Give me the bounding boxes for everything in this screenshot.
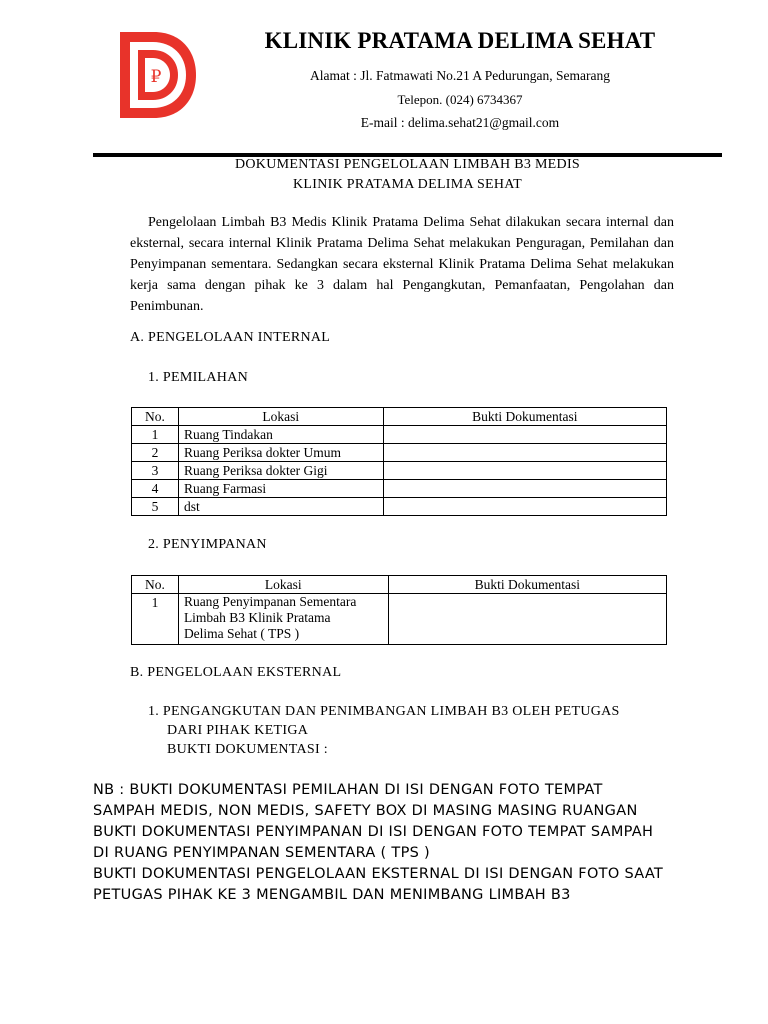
table-row: [132, 480, 667, 498]
clinic-name: KLINIK PRATAMA DELIMA SEHAT: [264, 28, 656, 53]
note-line: SAMPAH MEDIS, NON MEDIS, SAFETY BOX DI MASING MASING RUANGAN: [93, 803, 638, 819]
document-title: DOKUMENTASI PENGELOLAAN LIMBAH B3 MEDIS: [234, 157, 580, 172]
cell-bukti: [383, 444, 666, 462]
section-a2-title: 2. PENYIMPANAN: [148, 537, 267, 552]
section-a1-title: 1. PEMILAHAN: [148, 370, 249, 385]
column-header-lokasi: Lokasi: [178, 576, 388, 594]
column-header-bukti: Bukti Dokumentasi: [388, 576, 666, 594]
cell-bukti: [383, 462, 666, 480]
cell-bukti: [383, 426, 666, 444]
cell-lokasi: Ruang Farmasi: [178, 480, 383, 498]
table-row: [132, 498, 667, 516]
cell-lokasi: Ruang Periksa dokter Umum: [178, 444, 383, 462]
cell-no: 1: [132, 594, 179, 645]
cell-no: 3: [132, 462, 179, 480]
clinic-logo: [118, 30, 198, 120]
cell-lokasi: [178, 594, 388, 645]
pemilahan-table: [131, 407, 667, 516]
cell-lokasi-line: Delima Sehat ( TPS ): [183, 626, 300, 641]
svg-text:₽: ₽: [150, 67, 162, 87]
column-header-bukti: Bukti Dokumentasi: [383, 408, 666, 426]
column-header-no: No.: [132, 576, 179, 594]
table-row: [132, 594, 667, 645]
document-subtitle: KLINIK PRATAMA DELIMA SEHAT: [292, 177, 523, 192]
cell-no: 1: [132, 426, 179, 444]
section-a-title: A. PENGELOLAAN INTERNAL: [130, 330, 331, 345]
note-line: PETUGAS PIHAK KE 3 MENGAMBIL DAN MENIMBANG LIMBAH B3: [93, 887, 571, 903]
section-b1-line2: DARI PIHAK KETIGA: [167, 723, 309, 738]
cell-bukti: [383, 498, 666, 516]
clinic-phone: Telepon. (024) 6734367: [397, 92, 523, 107]
section-b-title: B. PENGELOLAAN EKSTERNAL: [130, 665, 342, 680]
cell-bukti: [383, 480, 666, 498]
table-header-row: [132, 408, 667, 426]
penyimpanan-table: [131, 575, 667, 645]
table-header-row: [132, 576, 667, 594]
table-row: [132, 462, 667, 480]
note-line: NB : BUKTI DOKUMENTASI PEMILAHAN DI ISI DENGAN FOTO TEMPAT: [93, 782, 603, 798]
cell-lokasi-line: Ruang Penyimpanan Sementara: [183, 594, 357, 609]
column-header-no: No.: [132, 408, 179, 426]
section-b1-line3: BUKTI DOKUMENTASI :: [167, 742, 328, 757]
note-block: [93, 780, 733, 906]
note-line: BUKTI DOKUMENTASI PENYIMPANAN DI ISI DENGAN FOTO TEMPAT SAMPAH: [93, 824, 654, 840]
cell-no: 5: [132, 498, 179, 516]
cell-lokasi: Ruang Tindakan: [178, 426, 383, 444]
column-header-lokasi: Lokasi: [178, 408, 383, 426]
cell-no: 2: [132, 444, 179, 462]
cell-lokasi-line: Limbah B3 Klinik Pratama: [183, 610, 331, 625]
clinic-address: Alamat : Jl. Fatmawati No.21 A Pedurungan, Semarang: [310, 68, 610, 83]
clinic-email: E-mail : delima.sehat21@gmail.com: [360, 115, 560, 130]
intro-paragraph: [130, 212, 674, 317]
section-b1-line1: 1. PENGANGKUTAN DAN PENIMBANGAN LIMBAH B3 OLEH PETUGAS: [148, 704, 620, 719]
cell-lokasi: dst: [178, 498, 383, 516]
table-row: [132, 444, 667, 462]
cell-no: 4: [132, 480, 179, 498]
intro-text: Pengelolaan Limbah B3 Medis Klinik Pratama Delima Sehat dilakukan secara internal dan eksternal, secara internal Klinik Pratama Delima Sehat melakukan Penguragan, Pemilahan dan Penyimpanan sementara. Sedangkan secara eksternal Klinik Pratama Delima Sehat melakukan kerja sama dengan pihak ke 3 dalam hal Pengangkutan, Pemanfaatan, Pengolahan dan Penimbunan.: [130, 215, 674, 314]
cell-lokasi: Ruang Periksa dokter Gigi: [178, 462, 383, 480]
cell-bukti: [388, 594, 666, 645]
note-line: BUKTI DOKUMENTASI PENGELOLAAN EKSTERNAL DI ISI DENGAN FOTO SAAT: [93, 866, 664, 882]
table-row: [132, 426, 667, 444]
note-line: DI RUANG PENYIMPANAN SEMENTARA ( TPS ): [93, 845, 430, 861]
